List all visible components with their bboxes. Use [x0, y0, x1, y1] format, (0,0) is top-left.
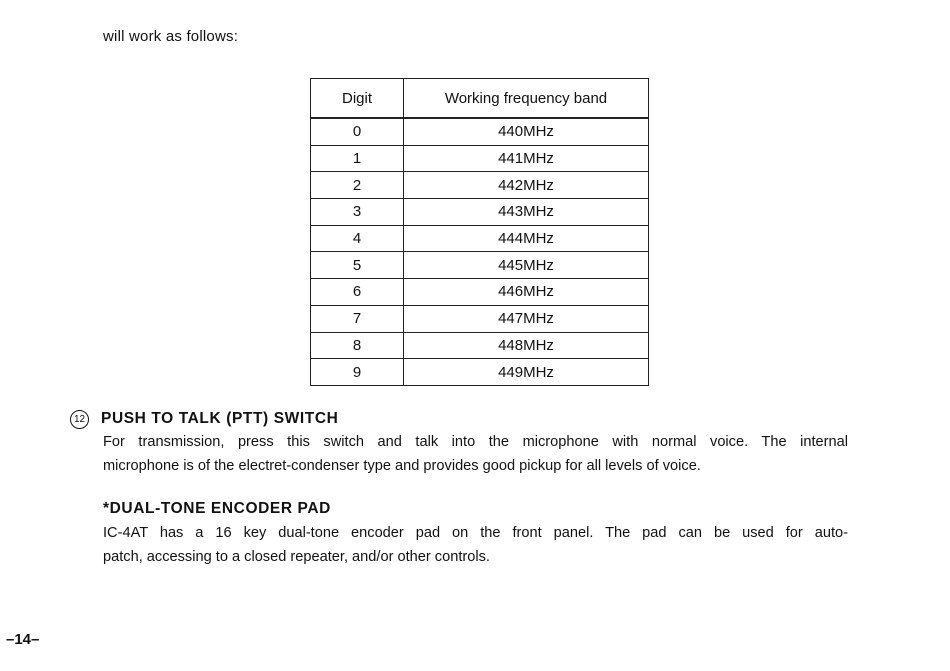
frequency-cell: 447MHz	[404, 305, 649, 332]
table-row	[311, 305, 649, 332]
table-row	[311, 279, 649, 306]
table-row	[311, 145, 649, 172]
digit-cell: 5	[311, 252, 404, 279]
frequency-cell: 444MHz	[404, 225, 649, 252]
digit-cell: 0	[311, 118, 404, 145]
intro-text: will work as follows:	[103, 28, 239, 45]
dtmf-description-line: IC-4AT has a 16 key dual-tone encoder pad on the front panel. The pad can be used for auto-	[103, 525, 848, 541]
frequency-cell: 449MHz	[404, 359, 649, 386]
frequency-cell: 445MHz	[404, 252, 649, 279]
digit-cell: 6	[311, 279, 404, 306]
table-row	[311, 359, 649, 386]
digit-cell: 1	[311, 145, 404, 172]
table-header-row	[311, 79, 649, 119]
column-header-digit: Digit	[311, 79, 404, 119]
frequency-cell: 443MHz	[404, 199, 649, 226]
frequency-cell: 446MHz	[404, 279, 649, 306]
digit-cell: 8	[311, 332, 404, 359]
ptt-description-line: microphone is of the electret-condenser type and provides good pickup for all levels of voice.	[103, 458, 701, 474]
column-header-frequency: Working frequency band	[404, 79, 649, 119]
ptt-section-heading	[70, 410, 338, 429]
frequency-cell: 440MHz	[404, 118, 649, 145]
table-row	[311, 199, 649, 226]
table-row	[311, 252, 649, 279]
ptt-description	[103, 430, 848, 478]
circled-number-badge: 12	[70, 410, 89, 429]
dtmf-description-line: patch, accessing to a closed repeater, and/or other controls.	[103, 549, 490, 565]
digit-cell: 7	[311, 305, 404, 332]
table-row	[311, 118, 649, 145]
frequency-cell: 448MHz	[404, 332, 649, 359]
frequency-cell: 441MHz	[404, 145, 649, 172]
frequency-cell: 442MHz	[404, 172, 649, 199]
dtmf-section-title: *DUAL-TONE ENCODER PAD	[103, 500, 331, 517]
page-number: –14–	[6, 631, 40, 648]
table-row	[311, 332, 649, 359]
digit-cell: 2	[311, 172, 404, 199]
digit-cell: 9	[311, 359, 404, 386]
table-row	[311, 172, 649, 199]
dtmf-description	[103, 521, 848, 569]
ptt-description-line: For transmission, press this switch and talk into the microphone with normal voice. The internal	[103, 434, 848, 450]
frequency-table	[310, 78, 649, 386]
digit-cell: 3	[311, 199, 404, 226]
ptt-section-title: PUSH TO TALK (PTT) SWITCH	[101, 410, 339, 427]
digit-cell: 4	[311, 225, 404, 252]
table-row	[311, 225, 649, 252]
